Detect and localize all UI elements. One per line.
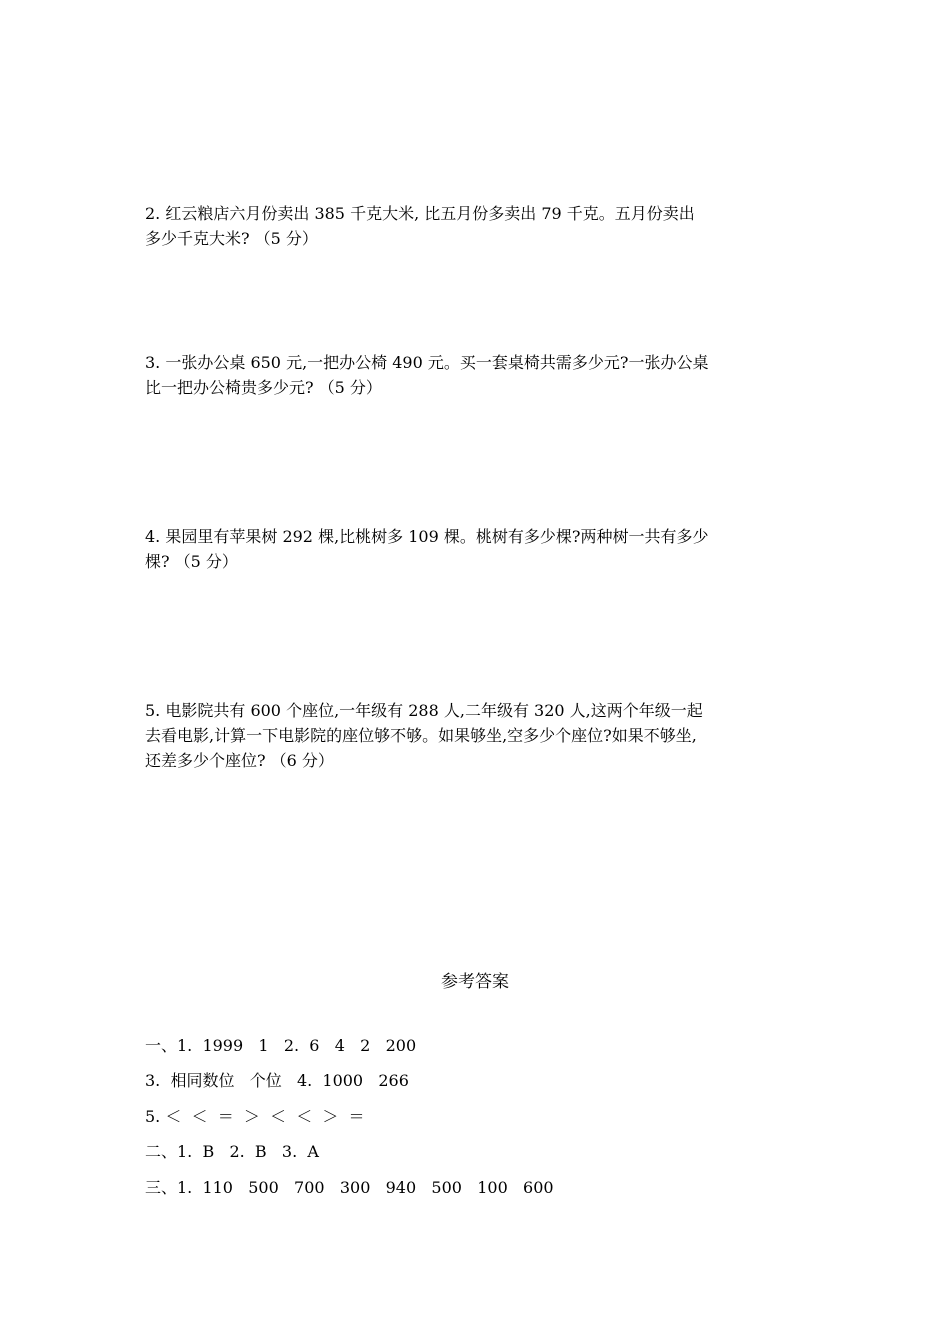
question-3-line-1: 3. 一张办公桌 650 元,一把办公椅 490 元。买一套桌椅共需多少元?一张办公桌	[145, 353, 709, 372]
question-3-line-2: 比一把办公椅贵多少元? （5 分）	[145, 378, 382, 397]
question-5-line-3: 还差多少个座位? （6 分）	[145, 751, 334, 770]
question-4	[145, 524, 815, 574]
question-2-line-1: 2. 红云粮店六月份卖出 385 千克大米, 比五月份多卖出 79 千克。五月份卖出	[145, 204, 695, 223]
question-5-line-1: 5. 电影院共有 600 个座位,一年级有 288 人,二年级有 320 人,这两个年级一起	[145, 701, 703, 720]
answer-line-3: 5. ＜ ＜ ＝ ＞ ＜ ＜ ＞ ＝	[145, 1107, 365, 1126]
question-4-line-1: 4. 果园里有苹果树 292 棵,比桃树多 109 棵。桃树有多少棵?两种树一共有多少	[145, 527, 709, 546]
answers-title: 参考答案	[441, 972, 509, 992]
question-5	[145, 698, 815, 773]
question-2-line-2: 多少千克大米? （5 分）	[145, 229, 318, 248]
question-4-line-2: 棵? （5 分）	[145, 552, 238, 571]
question-2	[145, 201, 815, 251]
answer-line-5: 三、1. 110 500 700 300 940 500 100 600	[145, 1178, 554, 1197]
answer-line-4: 二、1. B 2. B 3. A	[145, 1142, 319, 1161]
answer-line-1: 一、1. 1999 1 2. 6 4 2 200	[145, 1036, 417, 1055]
question-5-line-2: 去看电影,计算一下电影院的座位够不够。如果够坐,空多少个座位?如果不够坐,	[145, 726, 697, 745]
answer-line-2: 3. 相同数位 个位 4. 1000 266	[145, 1071, 409, 1090]
question-3	[145, 350, 815, 400]
